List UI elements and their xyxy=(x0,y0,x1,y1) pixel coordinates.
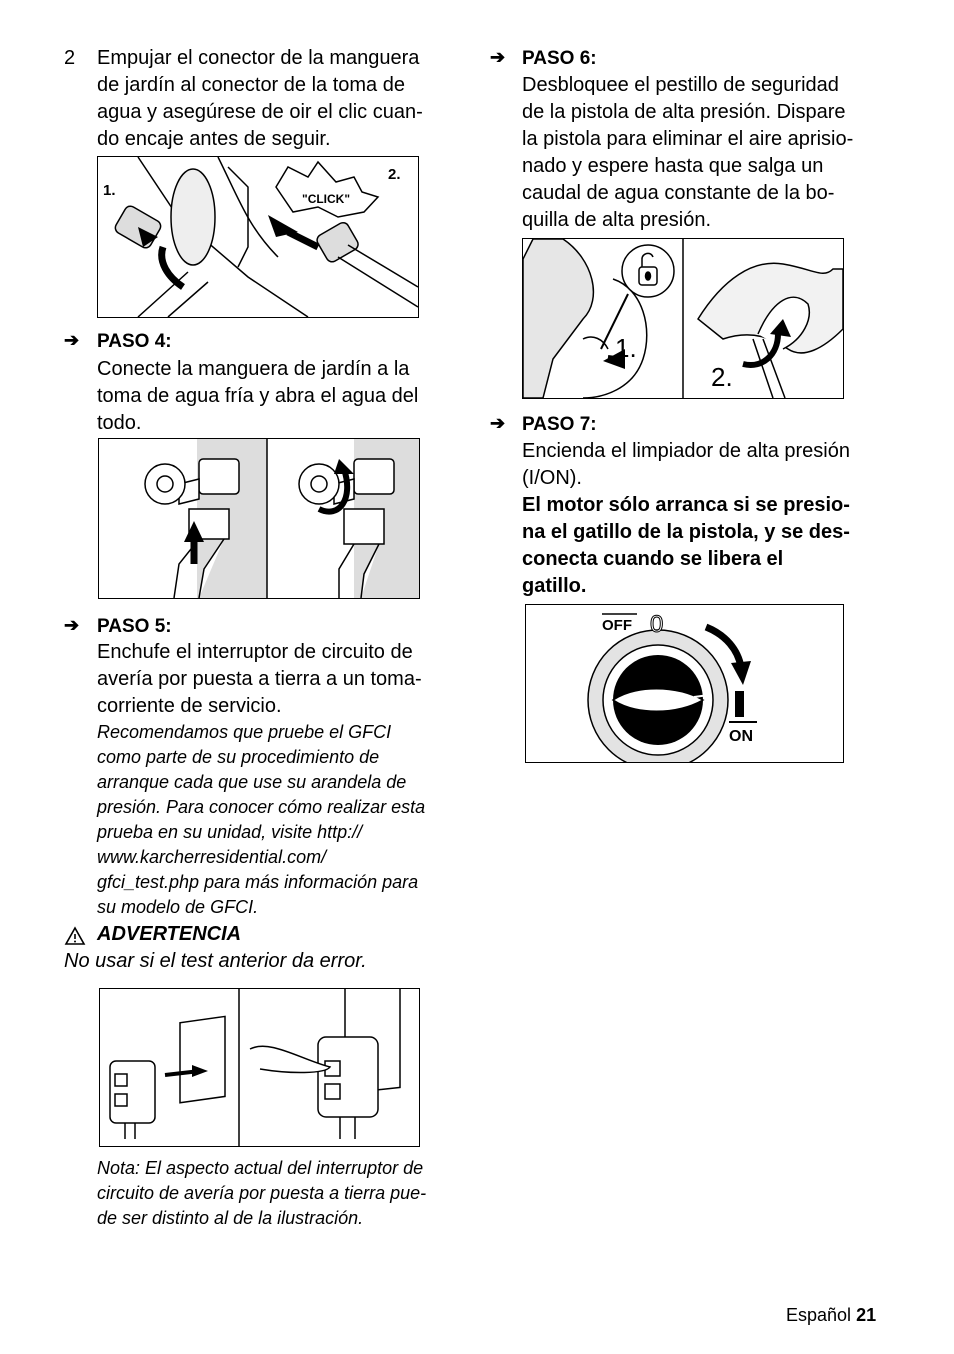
switch-on-label: ON xyxy=(729,728,753,745)
figure-faucet xyxy=(98,438,420,599)
paso4-text: Conecte la manguera de jardín a la toma de agua fría y abra el agua del todo. xyxy=(97,358,419,434)
step2-text: Empujar el conector de la manguera de jardín al conector de la toma de agua y asegúrese de oir el clic cuan- do encaje antes de seguir. xyxy=(97,47,423,150)
paso6-heading: PASO 6: xyxy=(522,48,597,69)
fig1-label-1: 1. xyxy=(103,182,116,199)
switch-zero-label: 0 xyxy=(650,611,664,638)
fig4-label-1: 1. xyxy=(615,333,637,363)
page-footer xyxy=(786,1302,876,1329)
paso5-heading: PASO 5: xyxy=(97,616,172,637)
figure-on-off-switch xyxy=(525,604,844,763)
arrow-right-icon: ➔ xyxy=(490,413,506,433)
page-number: 21 xyxy=(856,1305,877,1325)
switch-off-label: OFF xyxy=(602,617,632,634)
figure-gun-latch xyxy=(522,238,844,399)
warning-text: No usar si el test anterior da error. xyxy=(64,950,367,972)
paso5-text: Enchufe el interruptor de circuito de avería por puesta a tierra a un toma- corriente de servicio. xyxy=(97,641,422,717)
paso7-heading: PASO 7: xyxy=(522,414,597,435)
footer-language: Español xyxy=(786,1305,852,1325)
arrow-right-icon: ➔ xyxy=(64,615,80,635)
paso7-bold-text: El motor sólo arranca si se presio- na el gatillo de la pistola, y se des- conecta cuando se libera el gatillo. xyxy=(522,494,850,597)
fig1-label-2: 2. xyxy=(388,166,401,183)
paso4-heading: PASO 4: xyxy=(97,331,172,352)
warning-title: ADVERTENCIA xyxy=(97,923,242,945)
arrow-right-icon: ➔ xyxy=(64,330,80,350)
arrow-right-icon: ➔ xyxy=(490,47,506,67)
fig1-click-label: "CLICK" xyxy=(302,192,351,206)
paso6-text: Desbloquee el pestillo de seguridad de la pistola de alta presión. Dispare la pistola para eliminar el aire aprisio- nado y espere hasta que salga un caudal de agua constante de la bo- quilla de alta presión. xyxy=(522,74,854,231)
paso7-text: Encienda el limpiador de alta presión (I/ON). xyxy=(522,440,850,489)
gfci-nota: Nota: El aspecto actual del interruptor de circuito de avería por puesta a tierra pue- de ser distinto al de la ilustración. xyxy=(97,1158,427,1228)
figure-gfci-plug xyxy=(99,988,420,1147)
step2-number: 2 xyxy=(64,47,76,69)
figure-hose-connection xyxy=(97,156,419,318)
paso5-note: Recomendamos que pruebe el GFCI como parte de su procedimiento de arranque cada que use su arandela de presión. Para conocer cómo realizar esta prueba en su unidad, visite http:// www.karcherresidential.com/ gfci_test.php para más información para su modelo de GFCI. xyxy=(97,722,426,917)
fig4-label-2: 2. xyxy=(711,362,733,392)
